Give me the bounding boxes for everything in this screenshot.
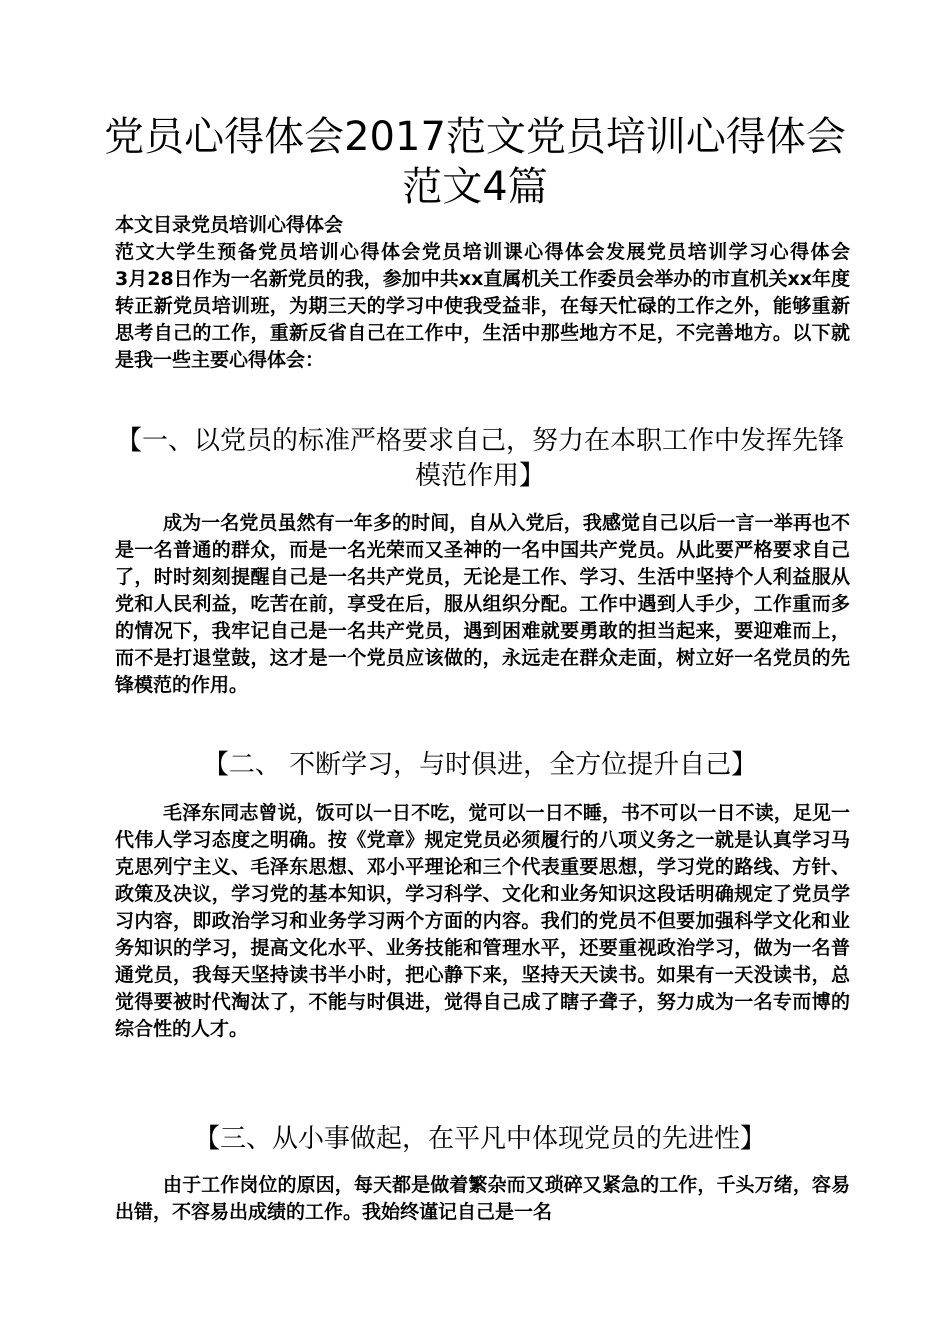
section-1-heading: 【一、以党员的标准严格要求自己，努力在本职工作中发挥先锋模范作用】 (115, 426, 844, 491)
document-title: 党员心得体会2017范文党员培训心得体会范文4篇 (104, 114, 846, 210)
section-1-body: 成为一名党员虽然有一年多的时间，自从入党后，我感觉自己以后一言一举再也不是一名普通的群众，而是一名光荣而又圣神的一名中国共产党员。从此要严格要求自己了，时时刻刻提醒自己是一名共产党员，无论是工作、学习、生活中坚持个人利益服从党和人民利益，吃苦在前，享受在后，服从组织分配。工作中遇到人手少，工作重而多的情况下，我牢记自己是一名共产党员，遇到困难就要勇敢的担当起来，要迎难而上，而不是打退堂鼓，这才是一个党员应该做的，永远走在群众走面，树立好一名党员的先锋模范的作用。 (115, 512, 850, 696)
section-3-body: 由于工作岗位的原因，每天都是做着繁杂而又琐碎又紧急的工作，千头万绪，容易出错，不容易出成绩的工作。我始终谨记自己是一名 (115, 1174, 850, 1223)
intro-text: 范文大学生预备党员培训心得体会党员培训课心得体会发展党员培训学习心得体会 3月28日作为一名新党员的我，参加中共xx直属机关工作委员会举办的市直机关xx年度转正新党员培训班，为期三天的学习中使我受益非，在每天忙碌的工作之外，能够重新思考自己的工作，重新反省自己在工作中，生活中那些地方不足，不完善地方。以下就是我一些主要心得体会： (115, 241, 889, 371)
section-2-heading: 【二、 不断学习，与时俱进，全方位提升自己】 (202, 750, 758, 780)
intro-paragraph (115, 212, 889, 374)
section-2-body: 毛泽东同志曾说，饭可以一日不吃，觉可以一日不睡，书不可以一日不读，足见一代伟人学习态度之明确。按《党章》规定党员必须履行的八项义务之一就是认真学习马克思列宁主义、毛泽东思想、邓小平理论和三个代表重要思想，学习党的路线、方针、政策及决议，学习党的基本知识，学习科学、文化和业务知识这段话明确规定了党员学习内容，即政治学习和业务学习两个方面的内容。我们的党员不但要加强科学文化和业务知识的学习，提高文化水平、业务技能和管理水平，还要重视政治学习，做为一名普通党员，我每天坚持读书半小时，把心静下来，坚持天天读书。如果有一天没读书，总觉得要被时代淘汰了，不能与时俱进，觉得自己成了瞎子聋子，努力成为一名专而博的综合性的人才。 (115, 802, 850, 1040)
section-3-heading: 【三、从小事做起，在平凡中体现党员的先进性】 (193, 1124, 766, 1154)
toc-heading: 本文目录党员培训心得体会 (115, 214, 344, 236)
